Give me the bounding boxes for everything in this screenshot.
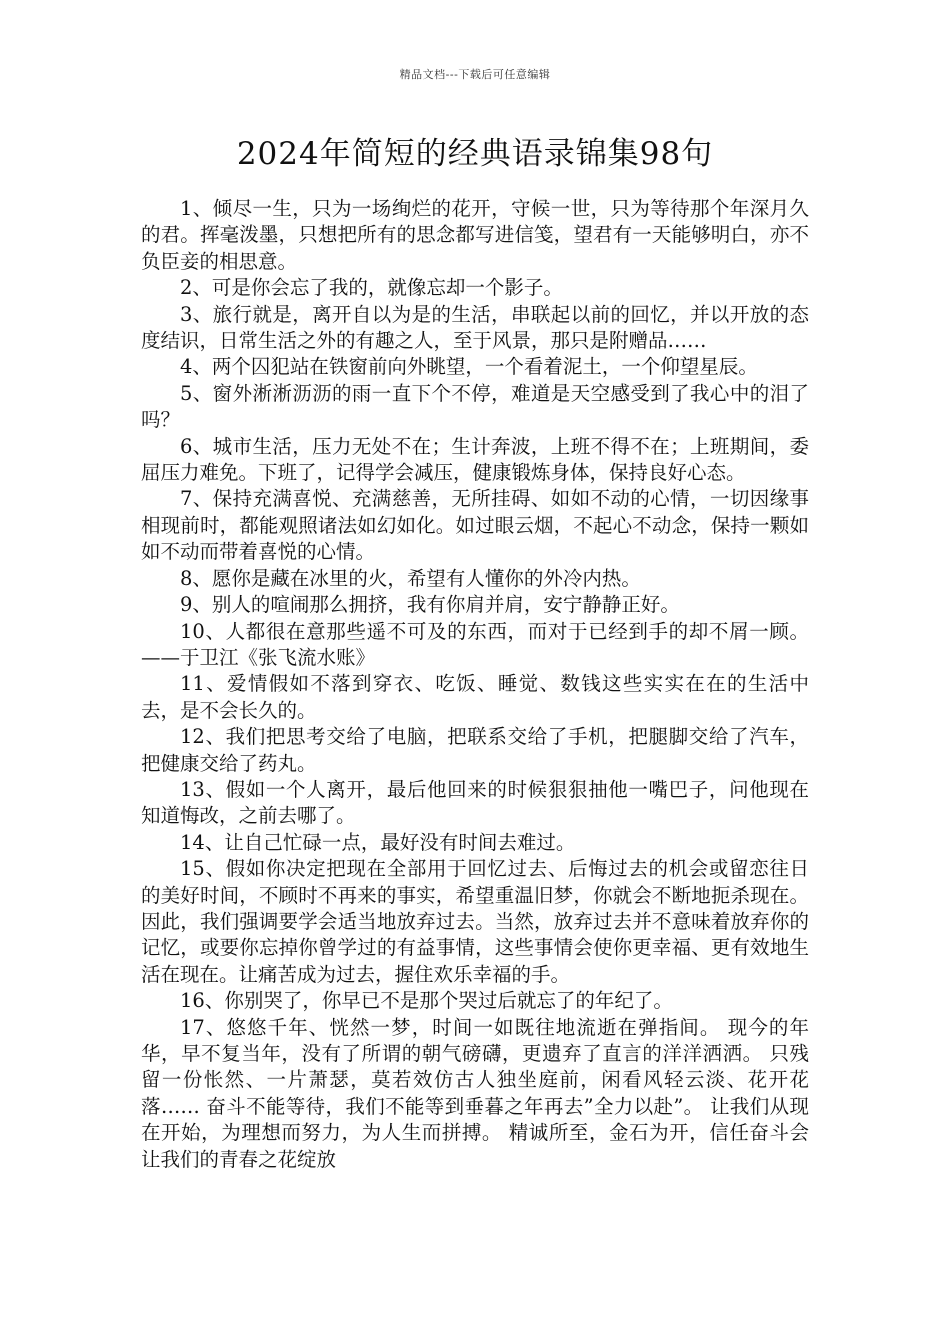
paragraph: 14、让自己忙碌一点，最好没有时间去难过。	[180, 830, 576, 854]
paragraph: 10、人都很在意那些遥不可及的东西，而对于已经到手的却不屑一顾。 ——于卫江《张飞流水账》	[141, 619, 809, 669]
paragraph: 1、倾尽一生，只为一场绚烂的花开，守候一世，只为等待那个年深月久的君。挥毫泼墨，只想把所有的思念都写进信笺，望君有一天能够明白，亦不负臣妾的相思意。	[141, 197, 809, 273]
document-body	[141, 196, 809, 1173]
paragraph: 17、悠悠千年、恍然一梦，时间一如既往地流逝在弹指间。 现今的年华，早不复当年，没有了所谓的朝气磅礴，更遗弃了直言的洋洋洒洒。 只残留一份怅然、一片萧瑟，莫若效仿古人独坐庭前，闲看风轻云淡、花开花落…… 奋斗不能等待，我们不能等到垂暮之年再去”全力以赴”。 让我们从现在开始，为理想而努力，为人生而拼搏。 精诚所至，金石为开，信任奋斗会让我们的青春之花绽放	[141, 1015, 809, 1171]
paragraph: 5、窗外淅淅沥沥的雨一直下个不停，难道是天空感受到了我心中的泪了吗？	[141, 381, 809, 432]
paragraph: 15、假如你决定把现在全部用于回忆过去、后悔过去的机会或留恋往日的美好时间，不顾时不再来的事实，希望重温旧梦，你就会不断地扼杀现在。因此，我们强调要学会适当地放弃过去。当然，放弃过去并不意味着放弃你的记忆，或要你忘掉你曾学过的有益事情，这些事情会使你更幸福、更有效地生活在现在。让痛苦成为过去，握住欢乐幸福的手。	[141, 857, 809, 986]
paragraph: 4、两个囚犯站在铁窗前向外眺望，一个看着泥土，一个仰望星辰。	[180, 355, 758, 379]
document-title: 2024年简短的经典语录锦集98句	[236, 136, 714, 172]
paragraph: 12、我们把思考交给了电脑，把联系交给了手机，把腿脚交给了汽车，把健康交给了药丸。	[141, 725, 809, 775]
paragraph: 9、别人的喧闹那么拥挤，我有你肩并肩，安宁静静正好。	[180, 593, 680, 617]
paragraph: 6、城市生活，压力无处不在；生计奔波，上班不得不在；上班期间，委屈压力难免。下班了，记得学会减压，健康锻炼身体，保持良好心态。	[141, 434, 809, 485]
paragraph: 13、假如一个人离开，最后他回来的时候狠狠抽他一嘴巴子，问他现在知道悔改，之前去哪了。	[141, 777, 809, 828]
paragraph: 11、爱情假如不落到穿衣、吃饭、睡觉、数钱这些实实在在的生活中去，是不会长久的。	[141, 672, 809, 722]
paragraph: 8、愿你是藏在冰里的火，希望有人懂你的外冷内热。	[180, 566, 641, 590]
paragraph: 16、你别哭了，你早已不是那个哭过后就忘了的年纪了。	[180, 989, 673, 1013]
paragraph: 2、可是你会忘了我的，就像忘却一个影子。	[180, 276, 563, 300]
page-header: 精品文档---下载后可任意编辑	[399, 68, 551, 81]
paragraph: 7、保持充满喜悦、充满慈善，无所挂碍、如如不动的心情，一切因缘事相现前时，都能观照诸法如幻如化。如过眼云烟，不起心不动念，保持一颗如如不动而带着喜悦的心情。	[141, 487, 809, 564]
paragraph: 3、旅行就是，离开自以为是的生活，串联起以前的回忆，并以开放的态度结识，日常生活之外的有趣之人，至于风景，那只是附赠品……	[141, 302, 809, 353]
